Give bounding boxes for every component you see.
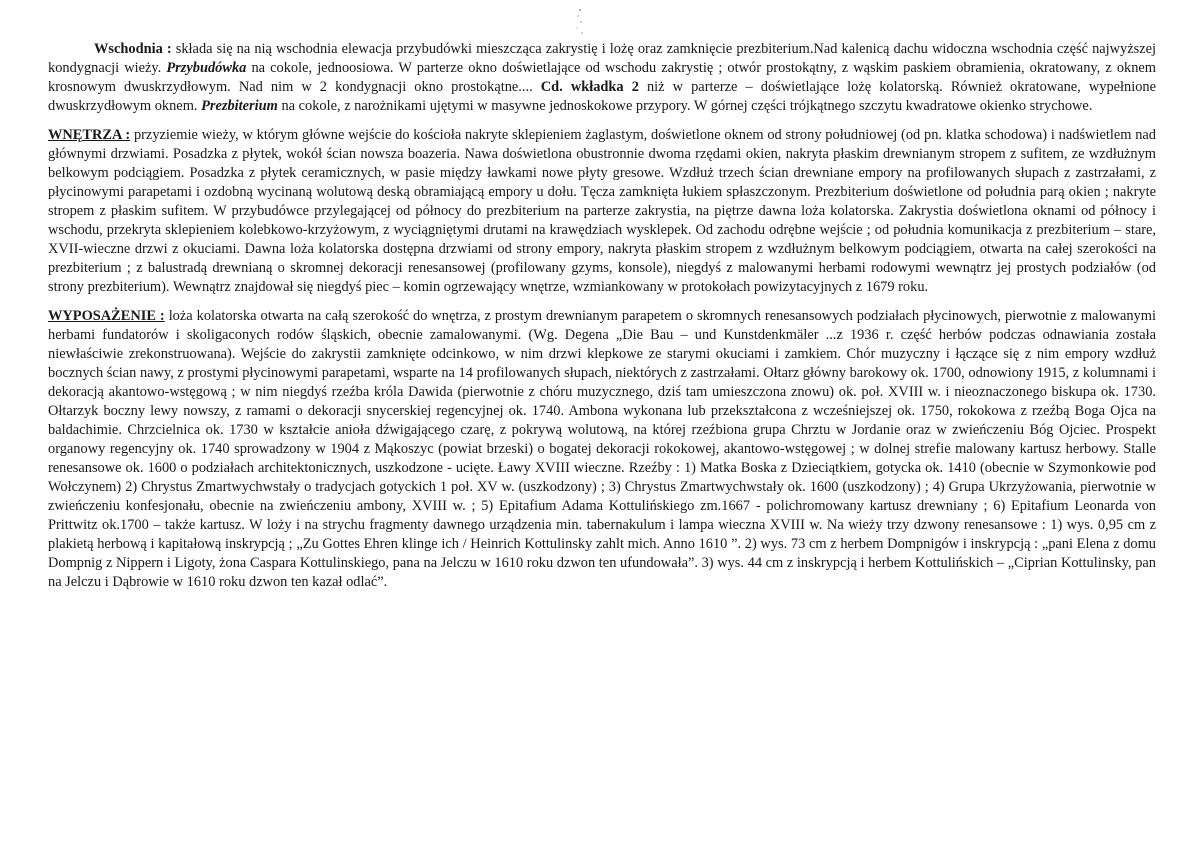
text-segment: loża kolatorska otwarta na całą szerokość do wnętrza, z prostym drewnianym parapetem o skromnych renesansowych podziałach płycinowych, pierwotnie z malowanymi herbami fundatorów i skoligaconych rodów śląskich, obecnie zamalowanymi. (Wg. Degena „Die Bau – und Kunstdenkmäler ...z 1936 r. część herbów podczas odnawiania została niewłaściwie zrekonstruowana). Wejście do zakrystii zamknięte odcinkowo, w nim drzwi klepkowe ze starymi okuciami i zamkiem. Chór muzyczny i łączące się z nim empory wzdłuż bocznych ścian nawy, z prostymi płycinowymi parapetami, wsparte na 14 profilowanych słupach, niektórych z zastrzałami. Ołtarz główny barokowy ok. 1700, odnowiony 1915, z kolumnami i dekoracją akantowo-wstęgową ; w nim niegdyś rzeźba króla Dawida (pierwotnie z chóru muzycznego, dziś tam umieszczona znowu) ok. poł. XVIII w. i nieoznaczonego biskupa ok. 1730. Ołtarzyk boczny lewy nowszy, z ramami o dekoracji snycerskiej regencyjnej ok. 1740. Ambona wykonana lub przekształcona z wcześniejszej ok. 1750, rokokowa z rzeźbą Boga Ojca na baldachimie. Chrzcielnica ok. 1730 w kształcie anioła dźwigającego czarę, z pokrywą wolutową, na której rzeźbiona grupa Chrztu w Jordanie oraz w zwieńczeniu Bóg Ojciec. Prospekt organowy regencyjny ok. 1740 sprowadzony w 1904 z Mąkoszyc (powiat brzeski) o bogatej dekoracji rokokowej, akantowo-wstęgowej ; w dolnej strefie malowany kartusz herbowy. Stalle renesansowe ok. 1600 o podziałach architektonicznych, uszkodzone - ucięte. Ławy XVIII wieczne. Rzeźby : 1) Matka Boska z Dzieciątkiem, gotycka ok. 1410 (obecnie w Szymonkowie pod Wołczynem) 2) Chrystus Zmartwychwstały o tradycjach gotyckich 1 poł. XV w. (uszkodzony) ; 3) Chrystus Zmartwychwstały ok. 1600 (uszkodzony) ; 4) Grupa Ukrzyżowania, pierwotnie w zwieńczeniu konfesjonału, obecnie na zwieńczeniu ambony, XVIII w. ; 5) Epitafium Adama Kottulińskiego zm.1667 - polichromowany kartusz drewniany ; 6) Epitafium Leonarda von Prittwitz ok.1700 – także kartusz. W loży i na strychu fragmenty dawnego urządzenia min. tabernakulum i lampa wieczna XVIII w. Na wieży trzy dzwony renesansowe : 1) wys. 0,95 cm z plakietą herbową i kapitałową inskrypcją ; „Zu Gottes Ehren klinge ich / Heinrich Kottulinsky zahlt mich. Anno 1610 ”. 2) wys. 73 cm z herbem Dompnigów i inskrypcją : „pani Elena z domu Dompnig z Nippern i Ligoty, żona Caspara Kottulinskiego, pana na Jelczu w 1610 roku dzwon ten ufundowała”. 3) wys. 44 cm z inskrypcją i herbem Kottulińskich – „Ciprian Kottulinsky, pan na Jelczu i Dąbrowie w 1610 roku dzwon ten kazał odlać”. [48, 308, 1156, 590]
insert-reference: Cd. wkładka 2 [540, 79, 639, 95]
section-label-wnetrza: WNĘTRZA : [48, 127, 131, 143]
text-segment: na cokole, jednoosiowa. W parterze okno doświetlające od wschodu zakrystię ; otwór prostokątny, z wąskim paskiem obramienia, okratowany, z oknem krosnowym dwuskrzydłowym. Nad nim w 2 kondygnacji okno prostokątne.... [48, 60, 1157, 95]
term-prezbiterium: Prezbiterium [201, 98, 278, 114]
section-wschodnia [48, 40, 1156, 116]
text-segment: na cokole, z narożnikami ujętymi w masywne jednoskokowe przypory. W górnej części trójkątnego szczytu kwadratowe okienko strychowe. [277, 98, 1093, 114]
section-label-wyposazenie: WYPOSAŻENIE : [48, 308, 165, 324]
section-wyposazenie [48, 307, 1156, 592]
text-segment: składa się na nią wschodnia elewacja przybudówki mieszcząca zakrystię i lożę oraz zamknięcie prezbiterium.Nad kalenicą dachu widoczna wschodnia część najwyższej kondygnacji wieży. [48, 41, 1156, 76]
section-wnetrza [48, 126, 1156, 297]
term-przybudowka: Przybudówka [166, 60, 247, 76]
text-segment: niż w parterze – doświetlające lożę kolatorską. Również okratowane, wypełnione dwuskrzydłowym oknem. [48, 79, 1156, 114]
document-page [48, 40, 1156, 602]
text-segment: przyziemie wieży, w którym główne wejście do kościoła nakryte sklepieniem żaglastym, doświetlone oknem od strony południowej (od pn. klatka schodowa) i nadświetlem nad głównymi drzwiami. Posadzka z płytek, wokół ścian nowsza boazeria. Nawa doświetlona obustronnie dwoma rzędami okien, nakryta płaskim drewnianym stropem z sufitem, ze wzdłużnym belkowym podciągiem. Posadzka z płytek ceramicznych, w pasie między ławkami nowe płyty gresowe. Wzdłuż trzech ścian drewniane empory na profilowanych słupach z zastrzałami, z płycinowymi parapetami i ozdobną wycinaną wolutową deską obramiającą empory u dołu. Tęcza zamknięta łukiem spłaszczonym. Prezbiterium doświetlone od południa parą okien ; nakryte stropem z płaskim sufitem. W przybudówce przylegającej od północy do prezbiterium na parterze zakrystia, na piętrze dawna loża kolatorska. Zakrystia doświetlona oknami od północy i wschodu, przekryta sklepieniem kolebkowo-krzyżowym, z wyciągniętymi drutami na krawędziach wysklepek. Od zachodu odrębne wejście ; od południa komunikacja z prezbiterium – stare, XVII-wieczne drzwi z okuciami. Dawna loża kolatorska dostępna drzwiami od strony empory, nakryta płaskim stropem z wzdłużnym belkowym podciągiem, otwarta na całej szerokości na prezbiterium ; z balustradą drewnianą o skromnej dekoracji renesansowej (profilowany gzyms, konsole), niegdyś z malowanymi herbami rodowymi wewnątrz jej prostych podziałów (od strony prezbiterium). Wewnątrz znajdował się niegdyś piec – komin ogrzewający wnętrze, wzmiankowany w protokołach powizytacyjnych z 1679 roku. [48, 127, 1156, 295]
section-label-wschodnia: Wschodnia : [94, 41, 172, 57]
